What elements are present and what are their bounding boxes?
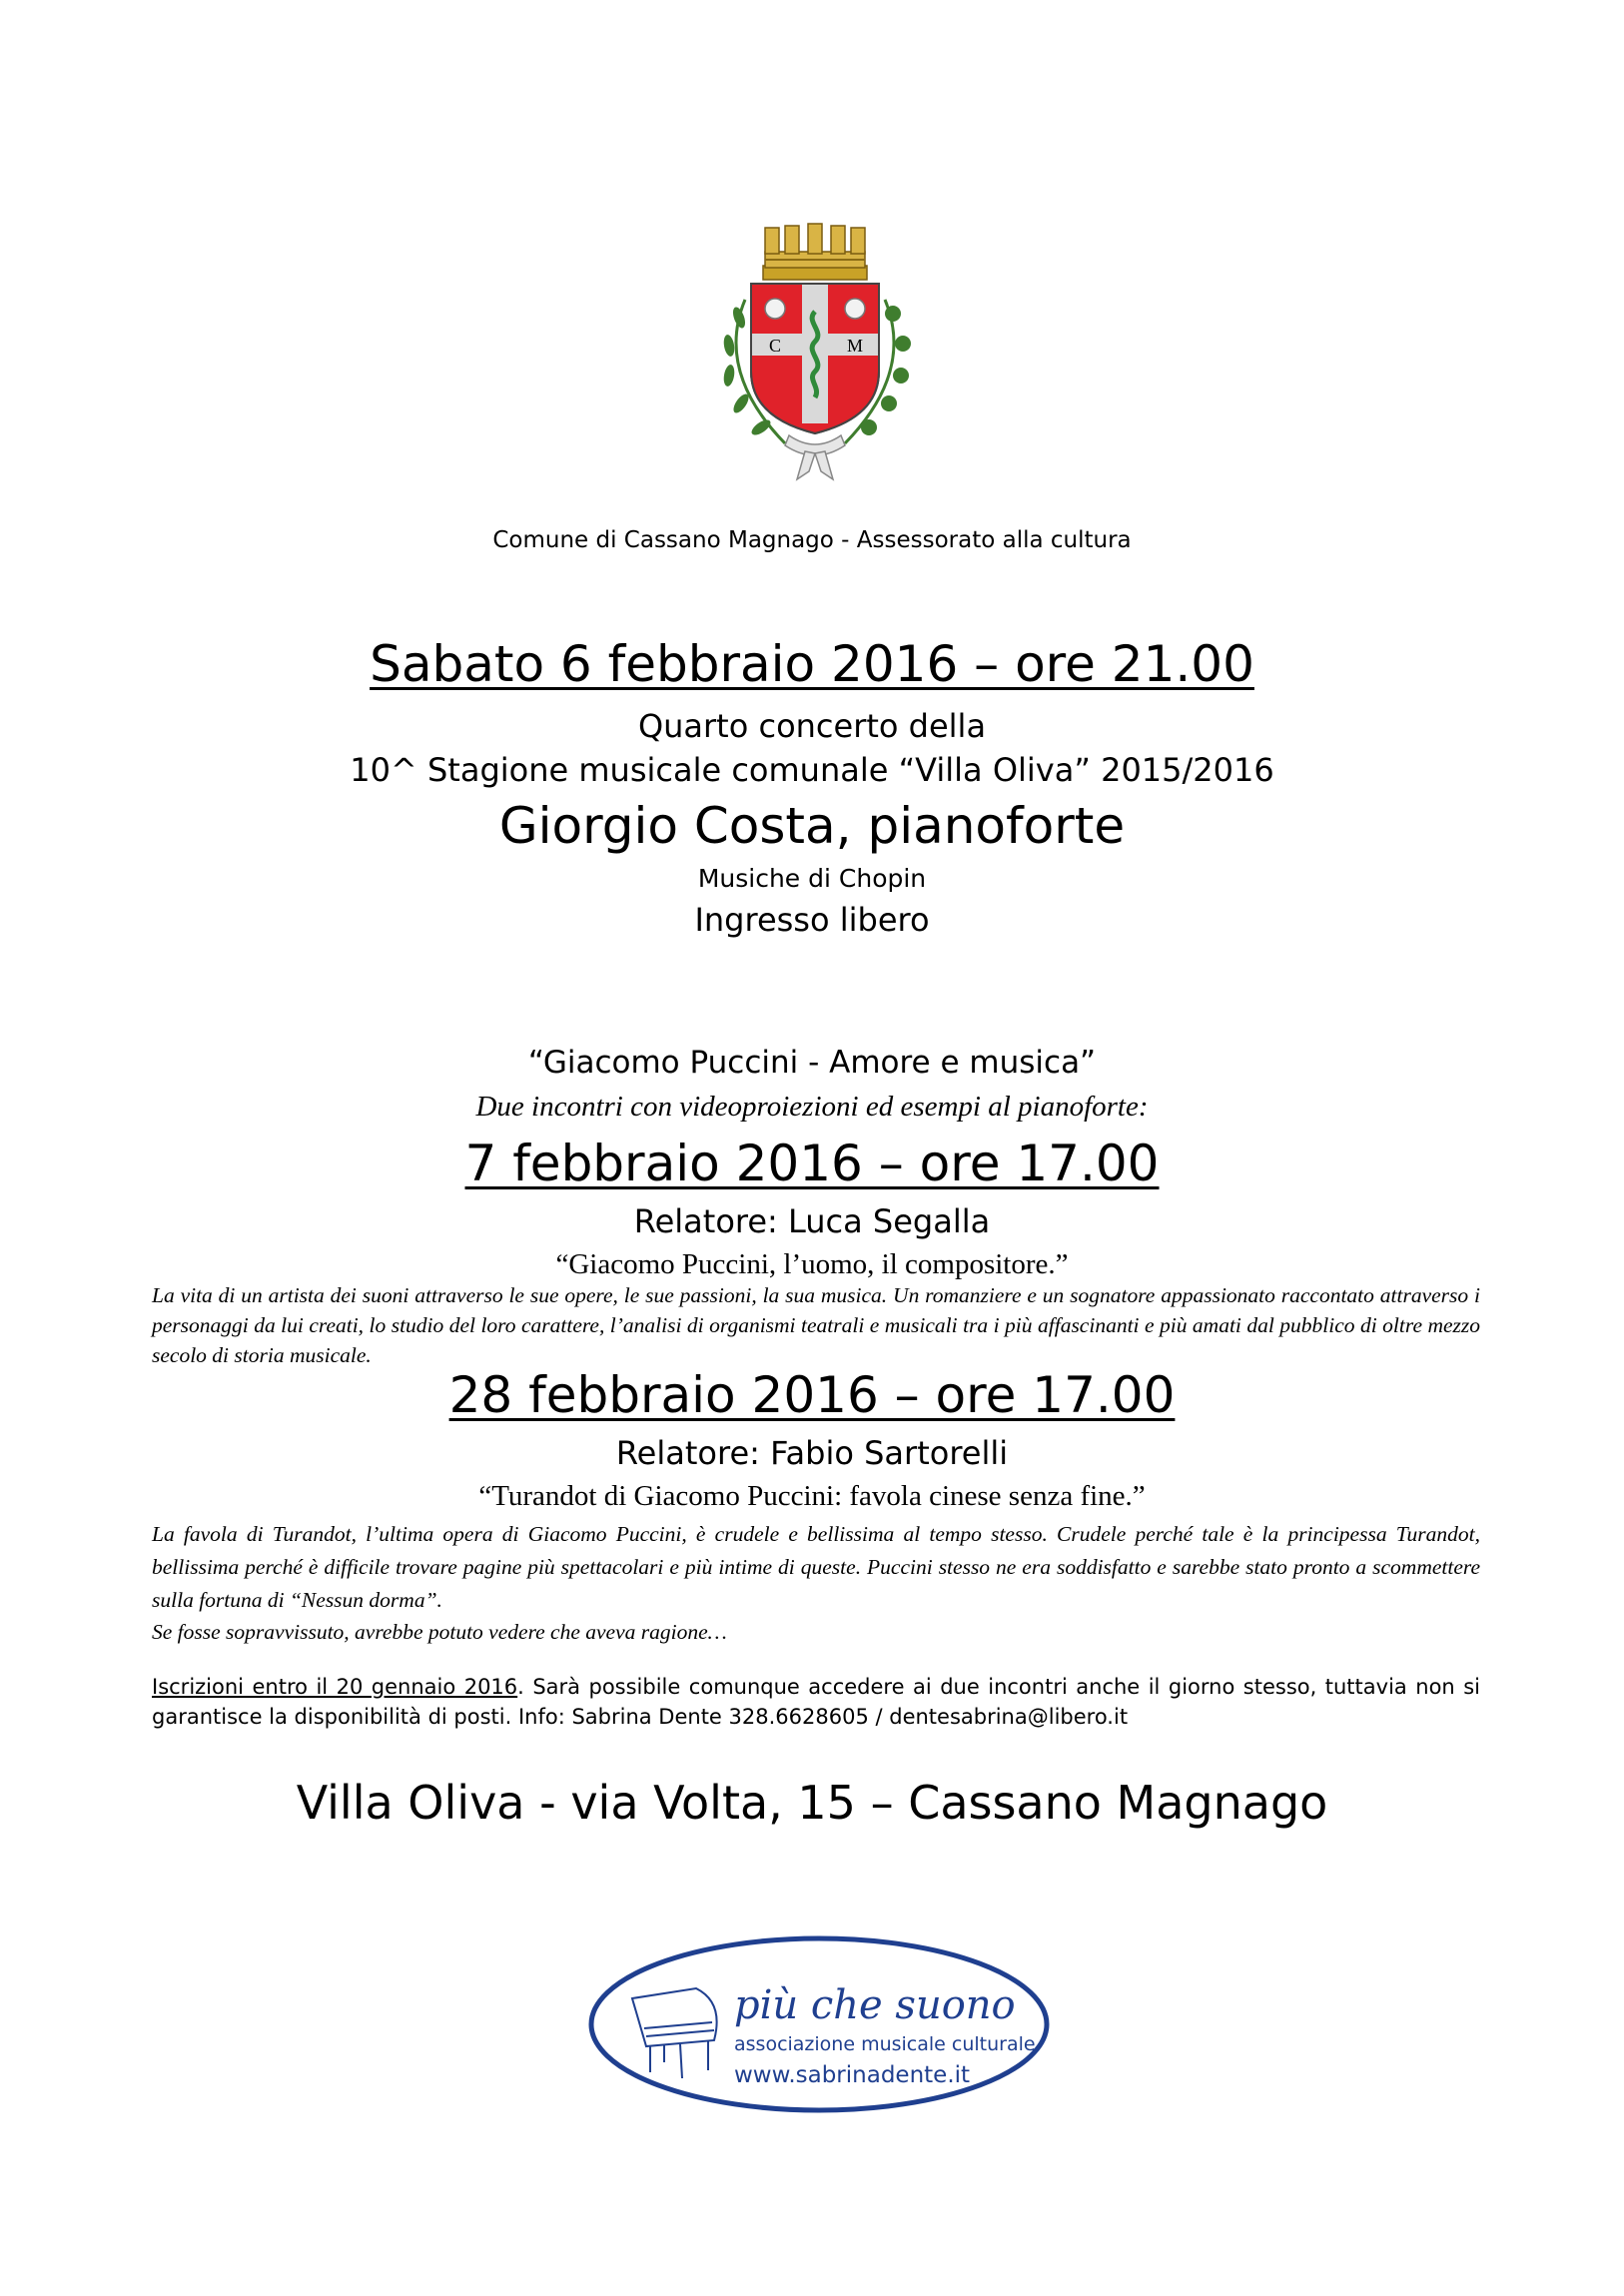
registration-details: . Sarà possibile comunque accedere ai due incontri anche il giorno stesso, tuttavia non si garantisce la disponibilità di posti. Info: Sabrina Dente 328.6628605 / dentesabrina@libero.it (152, 1675, 1480, 1729)
association-logo (584, 1932, 1054, 2117)
svg-text:www.sabrinadente.it: www.sabrinadente.it (734, 2062, 971, 2088)
meeting2-talk-title: “Turandot di Giacomo Puccini: favola cinese senza fine.” (478, 1480, 1146, 1512)
concert-subtitle-2: 10^ Stagione musicale comunale “Villa Oliva” 2015/2016 (350, 751, 1274, 789)
svg-text:C: C (768, 336, 782, 356)
svg-text:associazione musicale cultural: associazione musicale culturale (734, 2033, 1036, 2055)
meeting1-talk-title: “Giacomo Puccini, l’uomo, il compositore.” (555, 1248, 1069, 1280)
concert-entry: Ingresso libero (694, 901, 930, 939)
organizer-line: Comune di Cassano Magnago - Assessorato alla cultura (492, 527, 1132, 553)
registration-deadline: Iscrizioni entro il 20 gennaio 2016 (152, 1675, 518, 1699)
meeting2-abstract-last: Se fosse sopravvissuto, avrebbe potuto vedere che aveva ragione… (152, 1620, 727, 1644)
meeting1-speaker: Relatore: Luca Segalla (633, 1202, 991, 1240)
coat-of-arms (705, 222, 925, 483)
venue-address: Villa Oliva - via Volta, 15 – Cassano Magnago (296, 1776, 1328, 1830)
crown-icon (763, 224, 867, 280)
series-description: Due incontri con videoproiezioni ed esempi al pianoforte: (475, 1091, 1149, 1123)
ribbon-icon (785, 435, 845, 479)
meeting2-date-time: 28 febbraio 2016 – ore 17.00 (448, 1366, 1176, 1424)
series-title: “Giacomo Puccini - Amore e musica” (527, 1045, 1097, 1081)
registration-note (152, 1672, 1480, 1732)
concert-subtitle-1: Quarto concerto della (637, 707, 987, 745)
meeting1-abstract: La vita di un artista dei suoni attraverso le sue opere, le sue passioni, la sua musica. Un romanziere e un sognatore appassionato raccontato attraverso i personaggi da lui creati, lo studio del loro carattere, l’analisi di organismi teatrali e musicali tra i più affascinanti e più amati dal pubblico di oltre mezzo secolo di storia musicale. (152, 1283, 1480, 1367)
concert-date-time: Sabato 6 febbraio 2016 – ore 21.00 (370, 635, 1254, 693)
meeting2-speaker: Relatore: Fabio Sartorelli (615, 1434, 1009, 1472)
concert-performer: Giorgio Costa, pianoforte (498, 797, 1126, 855)
svg-text:più che suono: più che suono (734, 1982, 1016, 2028)
grand-piano-icon (632, 1988, 717, 2078)
meeting2-abstract: La favola di Turandot, l’ultima opera di Giacomo Puccini, è crudele e bellissima al tempo stesso. Crudele perché tale è la principessa Turandot, bellissima perché è difficile trovare pagine più spettacolari e più intime di queste. Puccini stesso ne era soddisfatto e sarebbe stato pronto a scommettere sulla fortuna di “Nessun dorma”. (152, 1522, 1480, 1612)
shield-icon (751, 284, 879, 433)
meeting1-date-time: 7 febbraio 2016 – ore 17.00 (464, 1135, 1160, 1192)
svg-text:M: M (846, 336, 864, 356)
concert-program: Musiche di Chopin (697, 864, 927, 893)
